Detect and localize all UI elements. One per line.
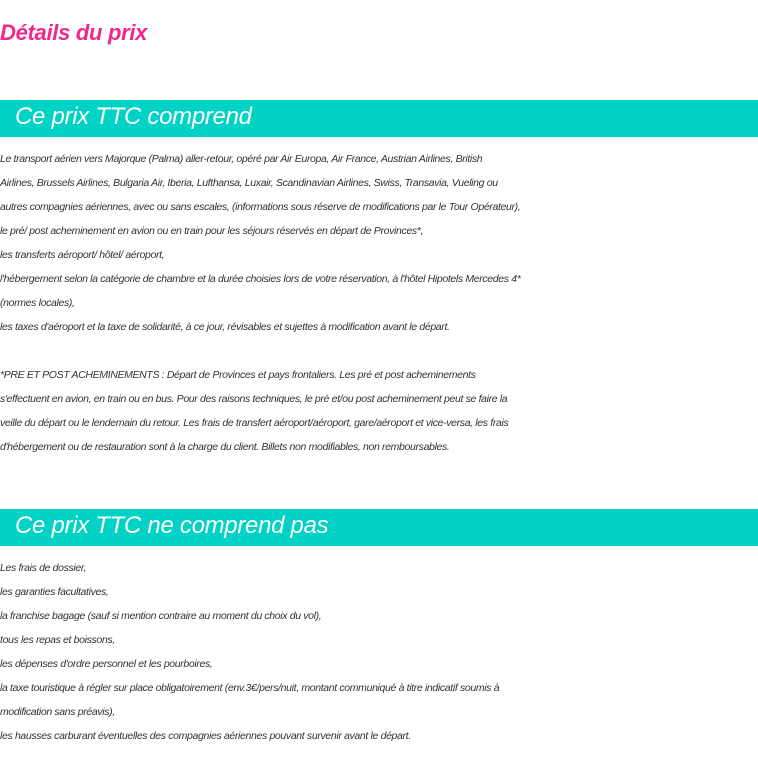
includes-line: les taxes d'aéroport et la taxe de solidarité, à ce jour, révisables et sujettes à modification avant le départ. <box>0 321 450 333</box>
acheminement-note <box>0 363 758 459</box>
includes-line: les transferts aéroport/ hôtel/ aéroport, <box>0 249 165 261</box>
excludes-line: la taxe touristique à régler sur place obligatoirement (env.3€/pers/nuit, montant communiqué à titre indicatif soumis à <box>0 682 500 694</box>
includes-line: Airlines, Brussels Airlines, Bulgaria Air, Iberia, Lufthansa, Luxair, Scandinavian Airlines, Swiss, Transavia, Vueling ou <box>0 177 498 189</box>
excludes-header-band <box>0 509 758 546</box>
excludes-line: Les frais de dossier, <box>0 562 87 574</box>
includes-line: Le transport aérien vers Majorque (Palma) aller-retour, opéré par Air Europa, Air France, Austrian Airlines, British <box>0 153 483 165</box>
includes-header-band <box>0 100 758 137</box>
includes-heading: Ce prix TTC comprend <box>15 103 252 130</box>
excludes-line: modification sans préavis), <box>0 706 115 718</box>
excludes-list <box>0 556 758 748</box>
excludes-line: tous les repas et boissons, <box>0 634 115 646</box>
excludes-line: la franchise bagage (sauf si mention contraire au moment du choix du vol), <box>0 610 322 622</box>
note-line: *PRE ET POST ACHEMINEMENTS : Départ de Provinces et pays frontaliers. Les pré et post acheminements <box>0 369 476 381</box>
excludes-line: les garanties facultatives, <box>0 586 109 598</box>
note-line: d'hébergement ou de restauration sont à la charge du client. Billets non modifiables, non remboursables. <box>0 441 450 453</box>
note-line: veille du départ ou le lendemain du retour. Les frais de transfert aéroport/aéroport, gare/aéroport et vice-versa, les frais <box>0 417 509 429</box>
includes-line: l'hébergement selon la catégorie de chambre et la durée choisies lors de votre réservation, à l'hôtel Hipotels Mercedes 4* <box>0 273 521 285</box>
excludes-heading: Ce prix TTC ne comprend pas <box>15 512 329 539</box>
includes-list <box>0 147 758 339</box>
includes-line: le pré/ post acheminement en avion ou en train pour les séjours réservés en départ de Provinces*, <box>0 225 424 237</box>
includes-line: autres compagnies aériennes, avec ou sans escales, (informations sous réserve de modifications par le Tour Opérateur), <box>0 201 521 213</box>
excludes-line: les hausses carburant éventuelles des compagnies aériennes pouvant survenir avant le départ. <box>0 730 411 742</box>
includes-line: (normes locales), <box>0 297 75 309</box>
note-line: s'effectuent en avion, en train ou en bus. Pour des raisons techniques, le pré et/ou post acheminement peut se faire la <box>0 393 508 405</box>
page-title: Détails du prix <box>0 20 148 45</box>
excludes-line: les dépenses d'ordre personnel et les pourboires, <box>0 658 213 670</box>
